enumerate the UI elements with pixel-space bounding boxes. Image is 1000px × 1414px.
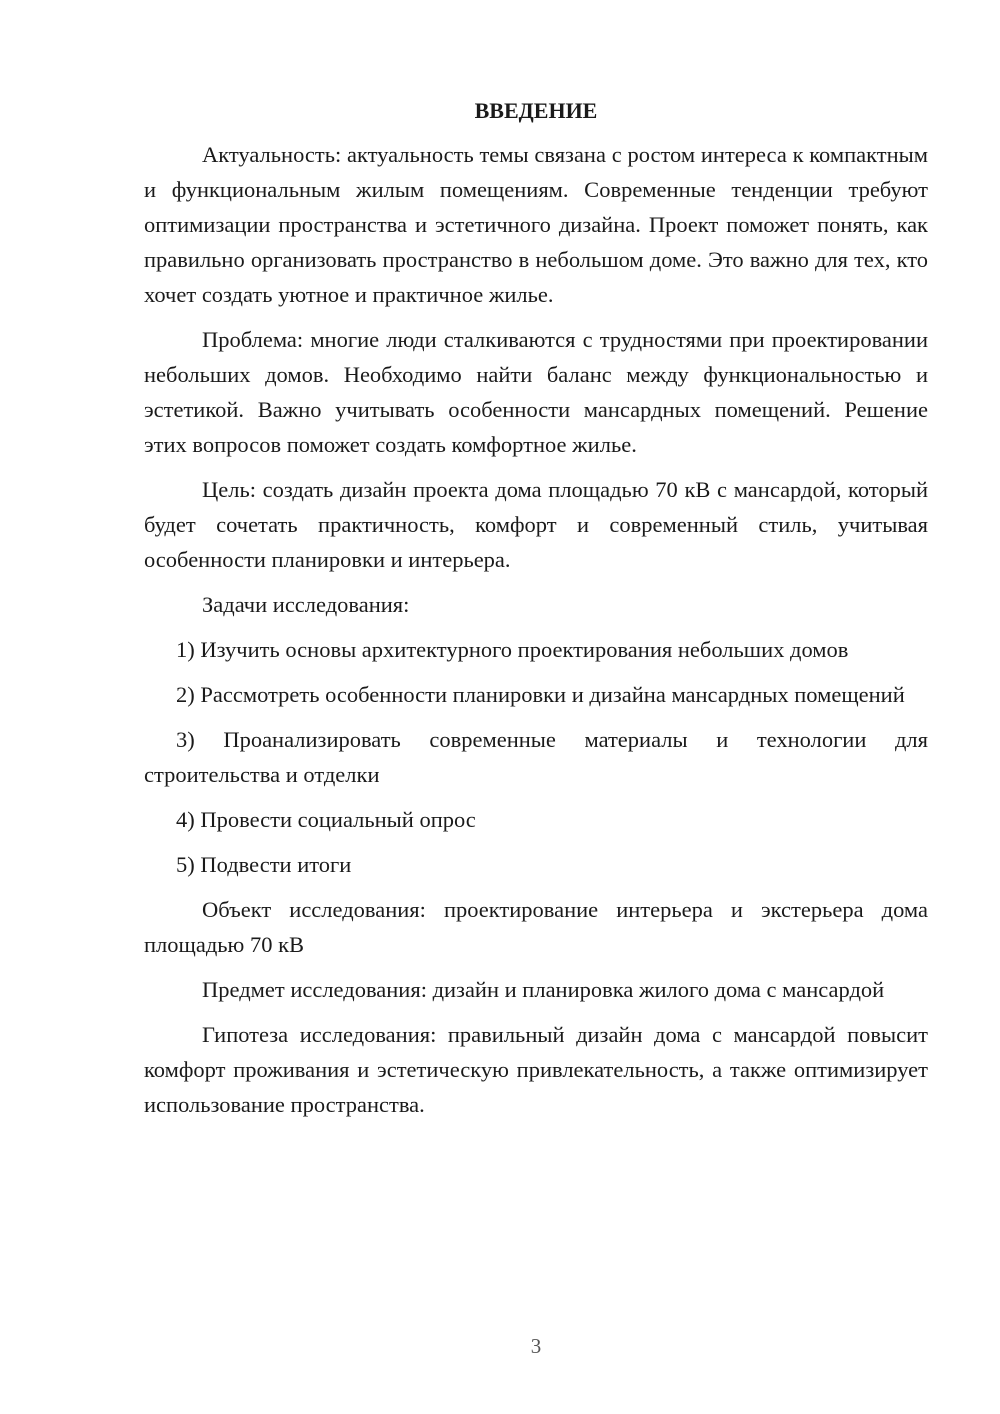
- paragraph-object: Объект исследования: проектирование интерьера и экстерьера дома площадью 70 кВ: [144, 897, 928, 957]
- paragraph-problem: Проблема: многие люди сталкиваются с трудностями при проектировании небольших домов. Необходимо найти баланс между функциональностью и эстетикой. Важно учитывать особенности мансардных помещений. Решение этих вопросов поможет создать комфортное жилье.: [144, 327, 928, 457]
- task-item-4: 4) Провести социальный опрос: [176, 807, 476, 832]
- page-number: 3: [530, 1334, 542, 1358]
- paragraph-relevance: Актуальность: актуальность темы связана с ростом интереса к компактным и функциональным жилым помещениям. Современные тенденции требуют оптимизации пространства и эстетичного дизайна. Проект поможет понять, как правильно организовать пространство в небольшом доме. Это важно для тех, кто хочет создать уютное и практичное жилье.: [144, 142, 928, 307]
- paragraph-hypothesis: Гипотеза исследования: правильный дизайн дома с мансардой повысит комфорт проживания и эстетическую привлекательность, а также оптимизирует использование пространства.: [144, 1022, 928, 1117]
- task-item-2: 2) Рассмотреть особенности планировки и дизайна мансардных помещений: [176, 682, 905, 707]
- paragraph-tasks-heading: Задачи исследования:: [202, 592, 410, 617]
- page-content: [144, 95, 928, 1132]
- task-item-5: 5) Подвести итоги: [176, 852, 352, 877]
- task-item-1: 1) Изучить основы архитектурного проектирования небольших домов: [176, 637, 849, 662]
- paragraph-goal: Цель: создать дизайн проекта дома площадью 70 кВ с мансардой, который будет сочетать практичность, комфорт и современный стиль, учитывая особенности планировки и интерьера.: [144, 477, 928, 572]
- task-item-3: 3) Проанализировать современные материалы и технологии для строительства и отделки: [144, 727, 928, 787]
- section-title: ВВЕДЕНИЕ: [474, 98, 598, 123]
- paragraph-subject: Предмет исследования: дизайн и планировка жилого дома с мансардой: [202, 977, 885, 1002]
